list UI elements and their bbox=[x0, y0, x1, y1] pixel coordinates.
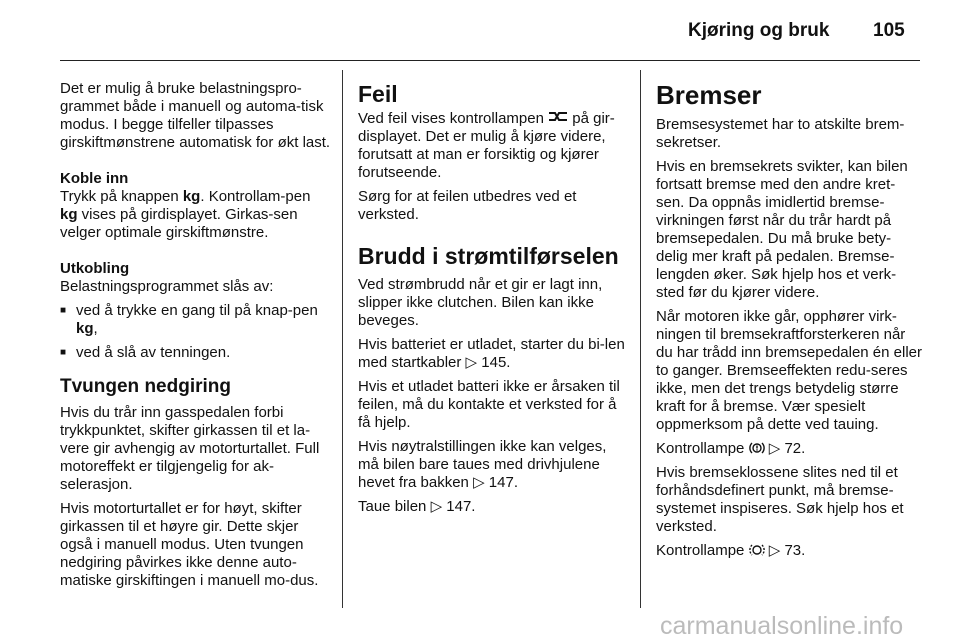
page-number: 105 bbox=[873, 20, 905, 41]
text: Ved feil vises kontrollampen bbox=[358, 110, 549, 127]
text: Hvis nøytralstillingen ikke kan velges, må bilen bare taues med drivhjulene hevet fra bakken bbox=[358, 438, 607, 491]
page-reference: 147. bbox=[446, 498, 476, 515]
brake-pad-icon bbox=[749, 543, 765, 557]
text: på gir-displayet. Det er mulig å kjøre videre, forutsatt at man er forsiktig og kjører forutseende. bbox=[358, 110, 615, 181]
text: Trykk på knappen bbox=[60, 188, 183, 205]
text: ved å slå av tenningen. bbox=[76, 344, 231, 361]
column-3 bbox=[656, 80, 922, 566]
paragraph bbox=[358, 498, 626, 516]
page-reference: 72. bbox=[784, 440, 806, 457]
page-reference: 73. bbox=[784, 542, 806, 559]
heading-bremser: Bremser bbox=[656, 80, 762, 110]
brake-warning-icon bbox=[749, 441, 765, 455]
list-item bbox=[60, 344, 332, 362]
text: vises på girdisplayet. Girkas-sen velger optimale girskiftmønstre. bbox=[60, 206, 298, 241]
paragraph: Sørg for at feilen utbedres ved et verksted. bbox=[358, 188, 577, 223]
page-reference: 145. bbox=[481, 354, 511, 371]
subheading-koble-inn: Koble inn bbox=[60, 170, 129, 187]
paragraph: Det er mulig å bruke belastningspro-grammet både i manuell og automa-tisk modus. I begge tilfeller tilpasses girskiftmønstrene automatisk for økt last. bbox=[60, 80, 331, 151]
paragraph bbox=[358, 438, 626, 492]
text: . Kontrollam-pen bbox=[200, 188, 311, 205]
text: Kontrollampe bbox=[656, 542, 749, 559]
text: , bbox=[93, 320, 98, 337]
paragraph: Når motoren ikke går, opphører virk-ningen til bremsekraftforsterkeren når du har trådd inn bremsepedalen én eller to ganger. Bremseeffekten redu-seres ikke, men det trengs betydelig større kraft for å bremse. Vær spesielt oppmerksom på dette ved tauing. bbox=[656, 308, 923, 433]
column-divider-2 bbox=[640, 70, 641, 608]
paragraph: Hvis du trår inn gasspedalen forbi trykkpunktet, skifter girkassen til et la-vere gir avhengig av motorturtallet. Full motoreffekt er tilgjengelig for ak-selerasjon. bbox=[60, 404, 320, 493]
paragraph bbox=[358, 336, 626, 372]
watermark: carmanualsonline.info bbox=[660, 612, 904, 640]
kg-symbol: kg bbox=[60, 206, 78, 223]
paragraph: Bremsesystemet har to atskilte brem-sekretser. bbox=[656, 116, 905, 151]
kg-symbol: kg bbox=[182, 188, 201, 205]
column-divider-1 bbox=[342, 70, 343, 608]
header-title: Kjøring og bruk bbox=[688, 20, 830, 41]
paragraph: Ved strømbrudd når et gir er lagt inn, slipper ikke clutchen. Bilen kan ikke beveges. bbox=[358, 276, 603, 329]
heading-tvungen-nedgiring: Tvungen nedgiring bbox=[60, 376, 231, 397]
text: Taue bilen bbox=[358, 498, 431, 515]
header-rule bbox=[60, 60, 920, 61]
paragraph bbox=[358, 110, 626, 182]
reference-arrow-icon: ▷ bbox=[768, 542, 781, 559]
text: ved å trykke en gang til på knap-pen bbox=[76, 302, 318, 319]
kg-symbol: kg bbox=[76, 320, 94, 337]
gear-fault-icon bbox=[548, 110, 568, 124]
text: Kontrollampe bbox=[656, 440, 749, 457]
page-reference: 147. bbox=[488, 474, 518, 491]
paragraph: Hvis bremseklossene slites ned til et forhåndsdefinert punkt, må bremse-systemet inspiseres. Søk hjelp hos et verksted. bbox=[656, 464, 904, 535]
heading-feil: Feil bbox=[358, 81, 398, 107]
paragraph bbox=[656, 542, 922, 560]
paragraph bbox=[656, 440, 922, 458]
paragraph: Hvis en bremsekrets svikter, kan bilen fortsatt bremse med den andre kret-sen. Da oppnås imidlertid bremse-virkningen først når du trår hardt på bremsepedalen. Du må bruke bety-delig mer kraft på pedalen. Bremse-lengden øker. Søk hjelp hos et verk-sted før du kjører videre. bbox=[656, 158, 908, 301]
reference-arrow-icon: ▷ bbox=[473, 474, 485, 491]
paragraph: Hvis motorturtallet er for høyt, skifter girkassen til et høyre gir. Dette skjer også i manuell modus. Uten tvungen nedgiring påvirkes ikke denne auto-matiske girskiftingen i manuell mo-dus. bbox=[60, 500, 319, 589]
reference-arrow-icon: ▷ bbox=[465, 354, 478, 371]
paragraph: Belastningsprogrammet slås av: bbox=[60, 278, 274, 295]
column-1 bbox=[60, 80, 332, 596]
reference-arrow-icon: ▷ bbox=[768, 440, 781, 457]
subheading-utkobling: Utkobling bbox=[60, 260, 130, 277]
bullet-list bbox=[60, 302, 332, 362]
paragraph bbox=[60, 188, 332, 242]
list-item bbox=[60, 302, 332, 338]
heading-brudd: Brudd i strømtilførselen bbox=[358, 243, 619, 269]
text: Hvis batteriet er utladet, starter du bi-len med startkabler bbox=[358, 336, 625, 371]
reference-arrow-icon: ▷ bbox=[430, 498, 443, 515]
column-2 bbox=[358, 80, 626, 522]
paragraph: Hvis et utladet batteri ikke er årsaken til feilen, må du kontakte et verksted for å få hjelp. bbox=[358, 378, 620, 431]
